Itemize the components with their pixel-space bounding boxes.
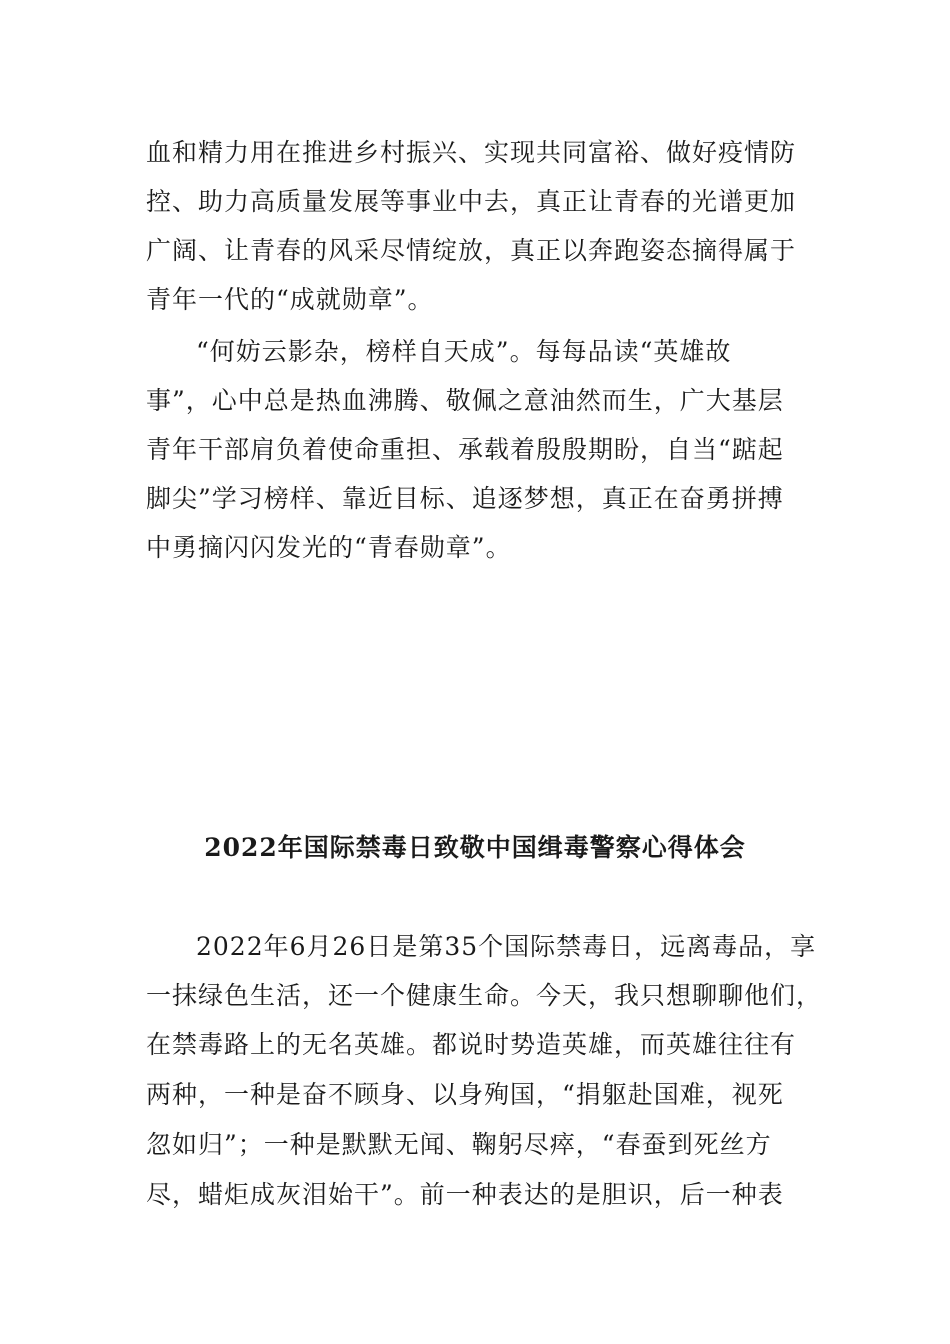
text-line: 中勇摘闪闪发光的“青春勋章”。: [146, 533, 512, 562]
text-line: 事”，心中总是热血沸腾、敬佩之意油然而生，广大基层: [146, 386, 784, 415]
text-line: 一抹绿色生活，还一个健康生命。今天，我只想聊聊他们，: [146, 981, 823, 1010]
text-line: “何妨云影杂，榜样自天成”。每每品读“英雄故: [196, 337, 732, 366]
section-title: 2022年国际禁毒日致敬中国缉毒警察心得体会: [204, 833, 746, 862]
text-line: 控、助力高质量发展等事业中去，真正让青春的光谱更加: [146, 187, 797, 216]
text-line: 脚尖”学习榜样、靠近目标、追逐梦想，真正在奋勇拼搏: [146, 484, 784, 513]
text-line: 在禁毒路上的无名英雄。都说时势造英雄，而英雄往往有: [146, 1030, 797, 1059]
text-line: 青年一代的“成就勋章”。: [146, 285, 434, 314]
text-line: 广阔、让青春的风采尽情绽放，真正以奔跑姿态摘得属于: [146, 236, 797, 265]
text-line: 血和精力用在推进乡村振兴、实现共同富裕、做好疫情防: [146, 138, 797, 167]
text-line: 忽如归”；一种是默默无闻、鞠躬尽瘁，“春蚕到死丝方: [146, 1130, 772, 1159]
text-line: 尽，蜡炬成灰泪始干”。前一种表达的是胆识，后一种表: [146, 1180, 784, 1209]
text-line: 2022年6月26日是第35个国际禁毒日，远离毒品，享: [196, 932, 817, 961]
text-line: 青年干部肩负着使命重担、承载着殷殷期盼，自当“踮起: [146, 435, 784, 464]
text-line: 两种，一种是奋不顾身、以身殉国，“捐躯赴国难，视死: [146, 1080, 784, 1109]
